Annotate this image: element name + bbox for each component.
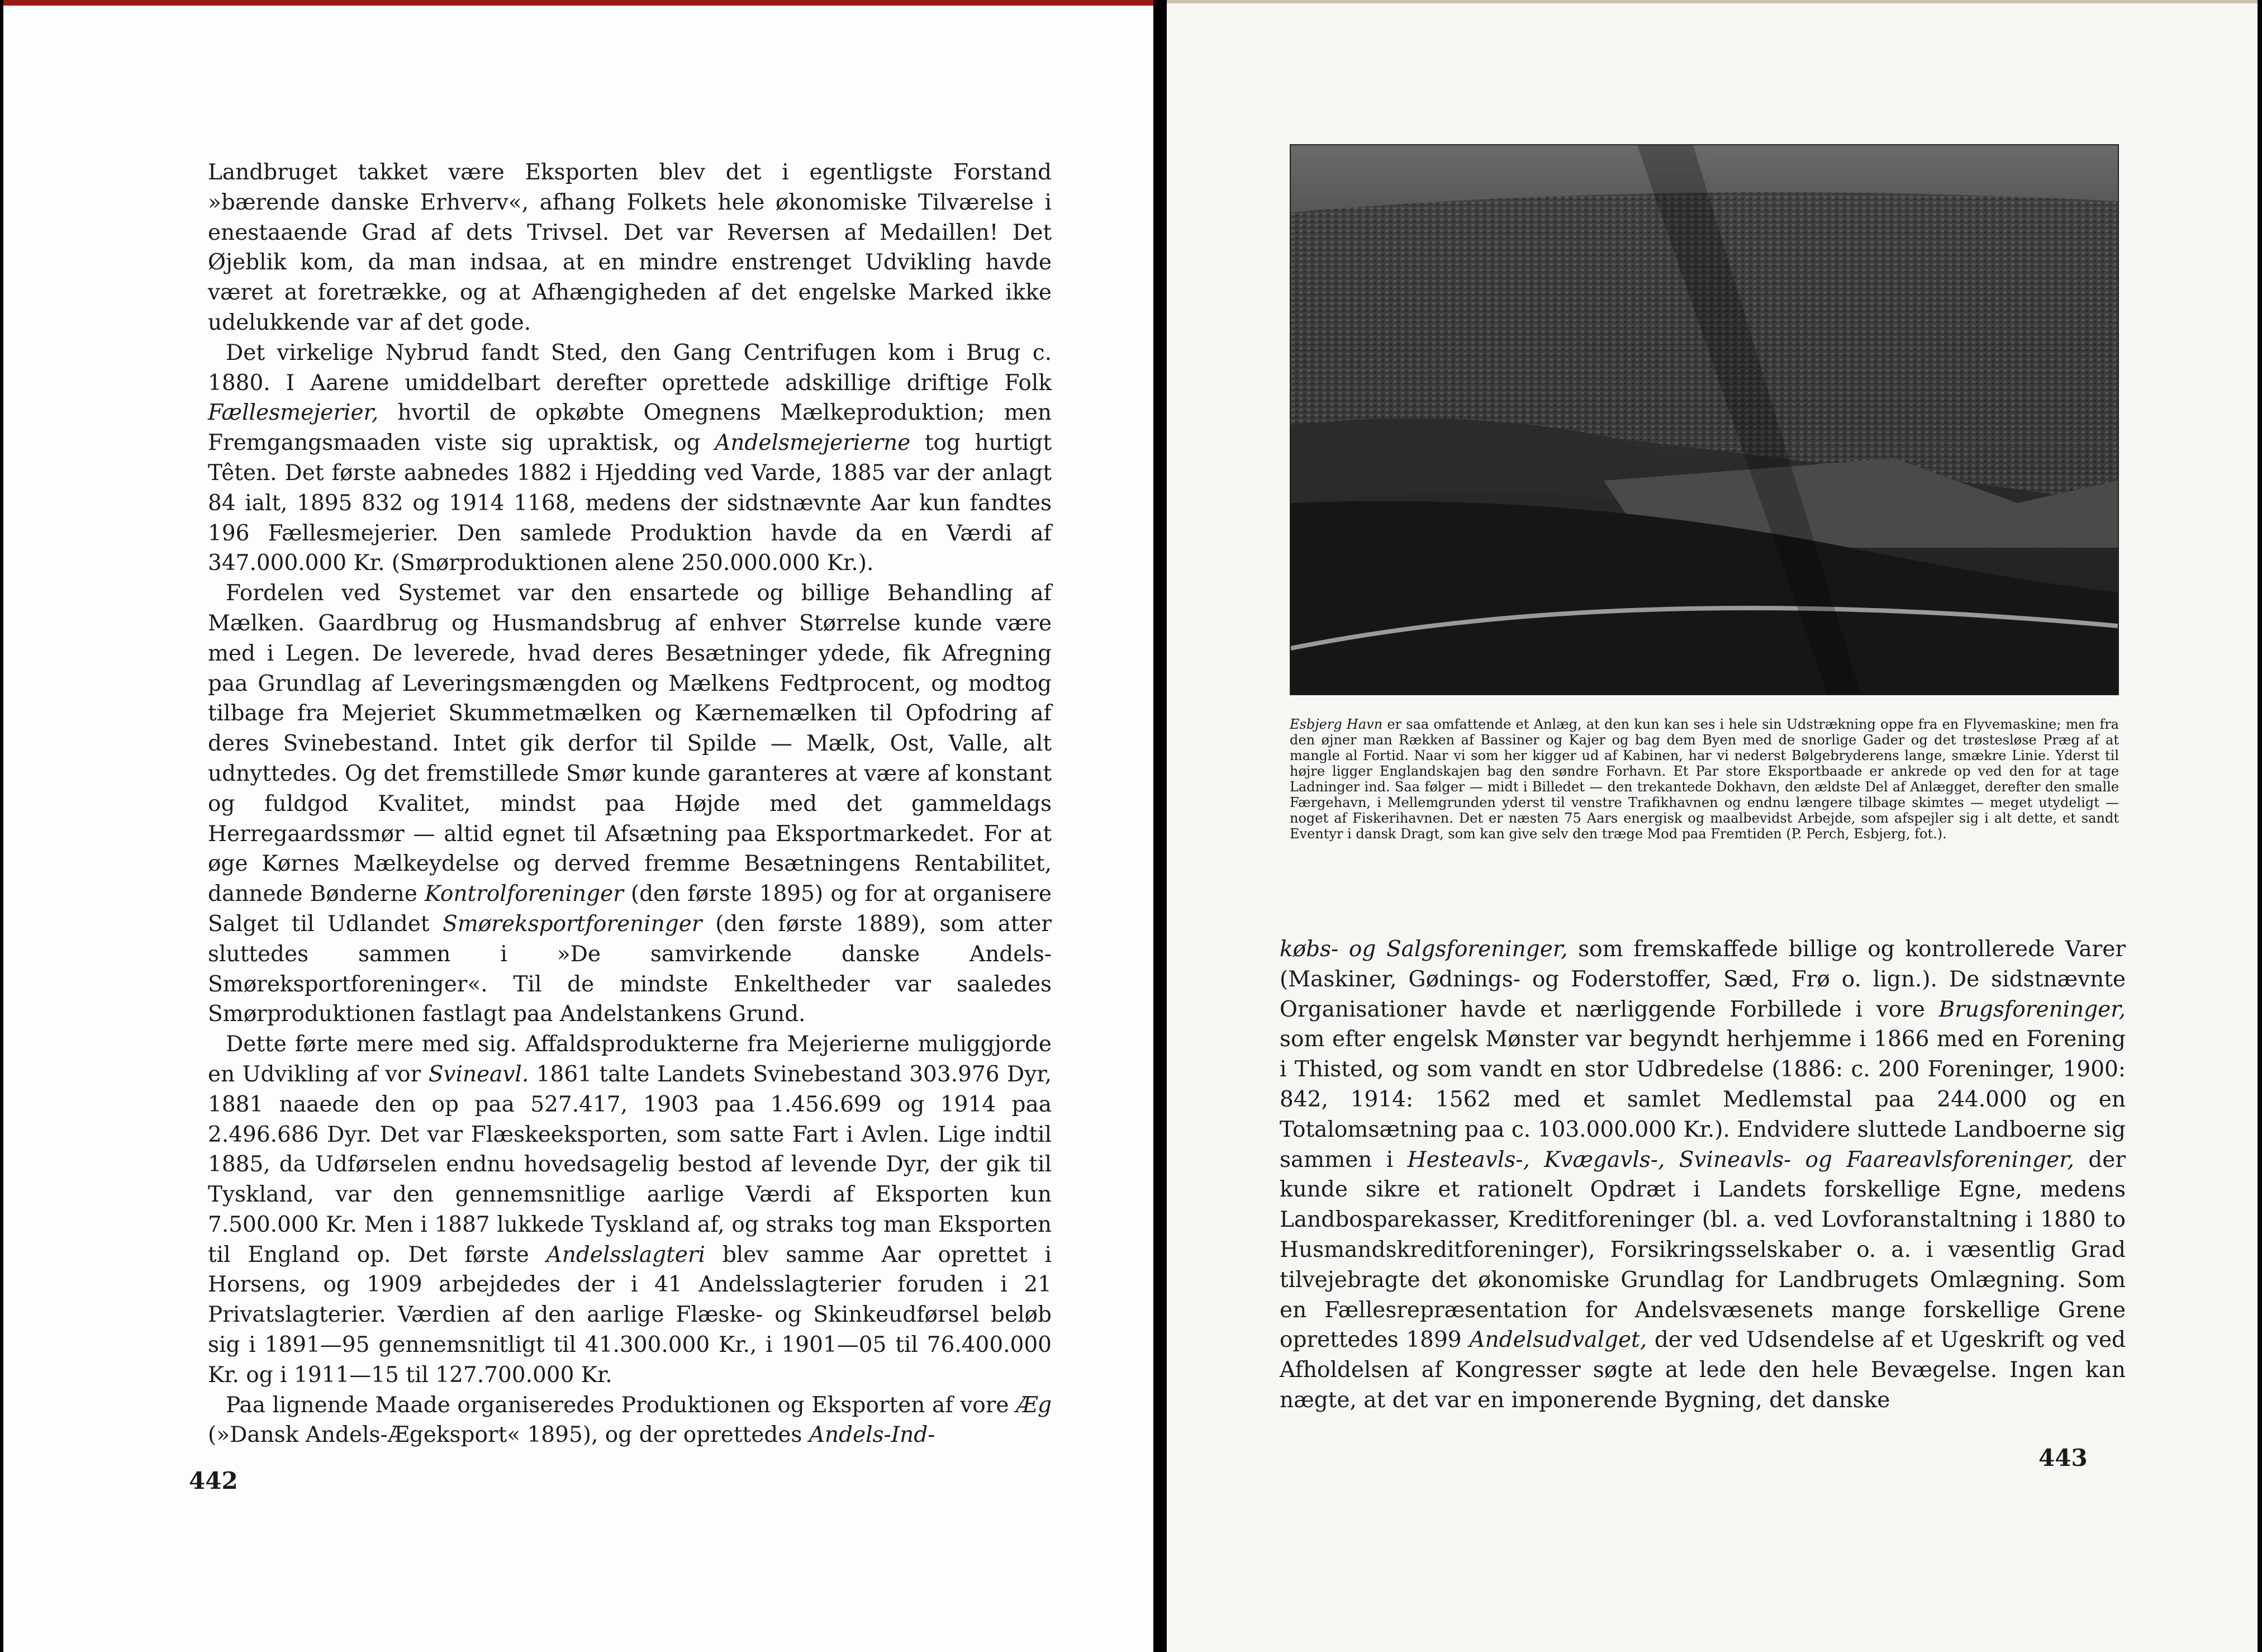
paragraph: Det virkelige Nybrud fandt Sted, den Gang Centrifugen kom i Brug c. 1880. I Aarene umiddelbart derefter oprettede adskillige driftige Folk Fællesmejerier, hvortil de opkøbte Omegnens Mælkeproduktion; men Fremgangsmaaden viste sig upraktisk, og Andelsmejerierne tog hurtigt Têten. Det første aabnedes 1882 i Hjedding ved Varde, 1885 var der anlagt 84 ialt, 1895 832 og 1914 1168, medens der sidstnævnte Aar kun fandtes 196 Fællesmejerier. Den samlede Produktion havde da en Værdi af 347.000.000 Kr. (Smørproduktionen alene 250.000.000 Kr.). — [208, 340, 1052, 576]
paragraph: Dette førte mere med sig. Affaldsprodukterne fra Mejerierne muliggjorde en Udvikling af vor Svineavl. 1861 talte Landets Svinebestand 303.976 Dyr, 1881 naaede den op paa 527.417, 1903 paa 1.456.699 og 1914 paa 2.496.686 Dyr. Det var Flæskeeksporten, som satte Fart i Avlen. Lige indtil 1885, da Udførselen endnu hovedsagelig bestod af levende Dyr, der gik til Tyskland, var den gennemsnitlige aarlige Værdi af Eksporten kun 7.500.000 Kr. Men i 1887 lukkede Tyskland af, og straks tog man Eksporten til England op. Det første Andelsslagteri blev samme Aar oprettet i Horsens, og 1909 arbejdedes der i 41 Andelsslagterier foruden i 21 Privatslagterier. Værdien af den aarlige Flæske- og Skinkeudførsel beløb sig i 1891—95 gennemsnitligt til 41.300.000 Kr., i 1901—05 til 76.400.000 Kr. og i 1911—15 til 127.700.000 Kr. — [208, 1032, 1052, 1388]
left-page-number: 442 — [189, 1467, 238, 1494]
paragraph: købs- og Salgsforeninger, som fremskaffede billige og kontrollerede Varer (Maskiner, Gødnings- og Foderstoffer, Sæd, Frø o. lign.). De sidstnævnte Organisationer havde et nærliggende Forbillede i vore Brugsforeninger, som efter engelsk Mønster var begyndt herhjemme i 1866 med en Forening i Thisted, og som vandt en stor Udbredelse (1886: c. 200 Foreninger, 1900: 842, 1914: 1562 med et samlet Medlemstal paa 244.000 og en Totalomsætning paa c. 103.000.000 Kr.). Endvidere sluttede Landboerne sig sammen i Hesteavls-, Kvægavls-, Svineavls- og Faareavlsforeninger, der kunde sikre et rationelt Opdræt i Landets forskellige Egne, medens Landbosparekasser, Kreditforeninger (bl. a. ved Lovforanstaltning i 1880 to Husmandskreditforeninger), Forsikringsselskaber o. a. i væsentlig Grad tilvejebragte det økonomiske Grundlag for Landbrugets Omlægning. Som en Fællesrepræsentation for Andelsvæsenets mange forskellige Grene oprettedes 1899 Andelsudvalget, der ved Udsendelse af et Ugeskrift og ved Afholdelsen af Kongresser søgte at lede den hele Bevægelse. Ingen kan nægte, at det var en imponerende Bygning, det danske — [1280, 937, 2126, 1413]
right-page-number: 443 — [2038, 1444, 2088, 1471]
photo-caption: Esbjerg Havn er saa omfattende et Anlæg, at den kun kan ses i hele sin Udstrækning oppe fra en Flyvemaskine; men fra den øjner man Rækken af Bassiner og Kajer og bag dem Byen med de snorlige Gader og det trøstesløse Præg af at mangle al Fortid. Naar vi som her kigger ud af Kabinen, har vi nederst Bølgebryderens lange, smækre Linie. Yderst til højre ligger Englandskajen bag den søndre Forhavn. Et Par store Eksportbaade er ankrede op ved den for at tage Ladninger ind. Saa følger — midt i Billedet — den trekantede Dokhavn, den ældste Del af Anlægget, derefter den smalle Færgehavn, i Mellemgrunden yderst til venstre Trafikhavnen og endnu længere tilbage skimtes — meget utydeligt — noget af Fiskerihavnen. Det er næsten 75 Aars energisk og maalbevidst Arbejde, som afspejler sig i alt dette, et sandt Eventyr i dansk Dragt, som kan give selv den træge Mod paa Fremtiden (P. Perch, Esbjerg, fot.). — [1290, 716, 2119, 842]
left-page — [3, 0, 1153, 1652]
right-page — [1167, 0, 2258, 1652]
right-page-text — [1280, 934, 2126, 1416]
aerial-harbor-photo — [1290, 144, 2119, 695]
left-page-text — [208, 158, 1052, 1450]
paragraph: Paa lignende Maade organiseredes Produktionen og Eksporten af vore Æg (»Dansk Andels-Ægeksport« 1895), og der oprettedes Andels-Ind- — [208, 1392, 1052, 1448]
paragraph: Fordelen ved Systemet var den ensartede og billige Behandling af Mælken. Gaardbrug og Husmandsbrug af enhver Størrelse kunde være med i Legen. De leverede, hvad deres Besætninger ydede, fik Afregning paa Grundlag af Leveringsmængden og Mælkens Fedtprocent, og modtog tilbage fra Mejeriet Skummetmælken og Kærnemælken til Opfodring af deres Svinebestand. Intet gik derfor til Spilde — Mælk, Ost, Valle, alt udnyttedes. Og det fremstillede Smør kunde garanteres at være af konstant og fuldgod Kvalitet, mindst paa Højde med det gammeldags Herregaardssmør — altid egnet til Afsætning paa Eksportmarkedet. For at øge Kørnes Mælkeydelse og derved fremme Besætningens Rentabilitet, dannede Bønderne Kontrolforeninger (den første 1895) og for at organisere Salget til Udlandet Smøreksportforeninger (den første 1889), som atter sluttedes sammen i »De samvirkende danske Andels-Smøreksportforeninger«. Til de mindste Enkeltheder var saaledes Smørproduktionen fastlagt paa Andelstankens Grund. — [208, 581, 1052, 1027]
paragraph: Landbruget takket være Eksporten blev det i egentligste Forstand »bærende danske Erhverv«, afhang Folkets hele økonomiske Tilværelse i enestaaende Grad af dets Trivsel. Det var Reversen af Medaillen! Det Øjeblik kom, da man indsaa, at en mindre enstrenget Udvikling havde været at foretrække, og at Afhængigheden af det engelske Marked ikke udelukkende var af det gode. — [208, 160, 1052, 335]
